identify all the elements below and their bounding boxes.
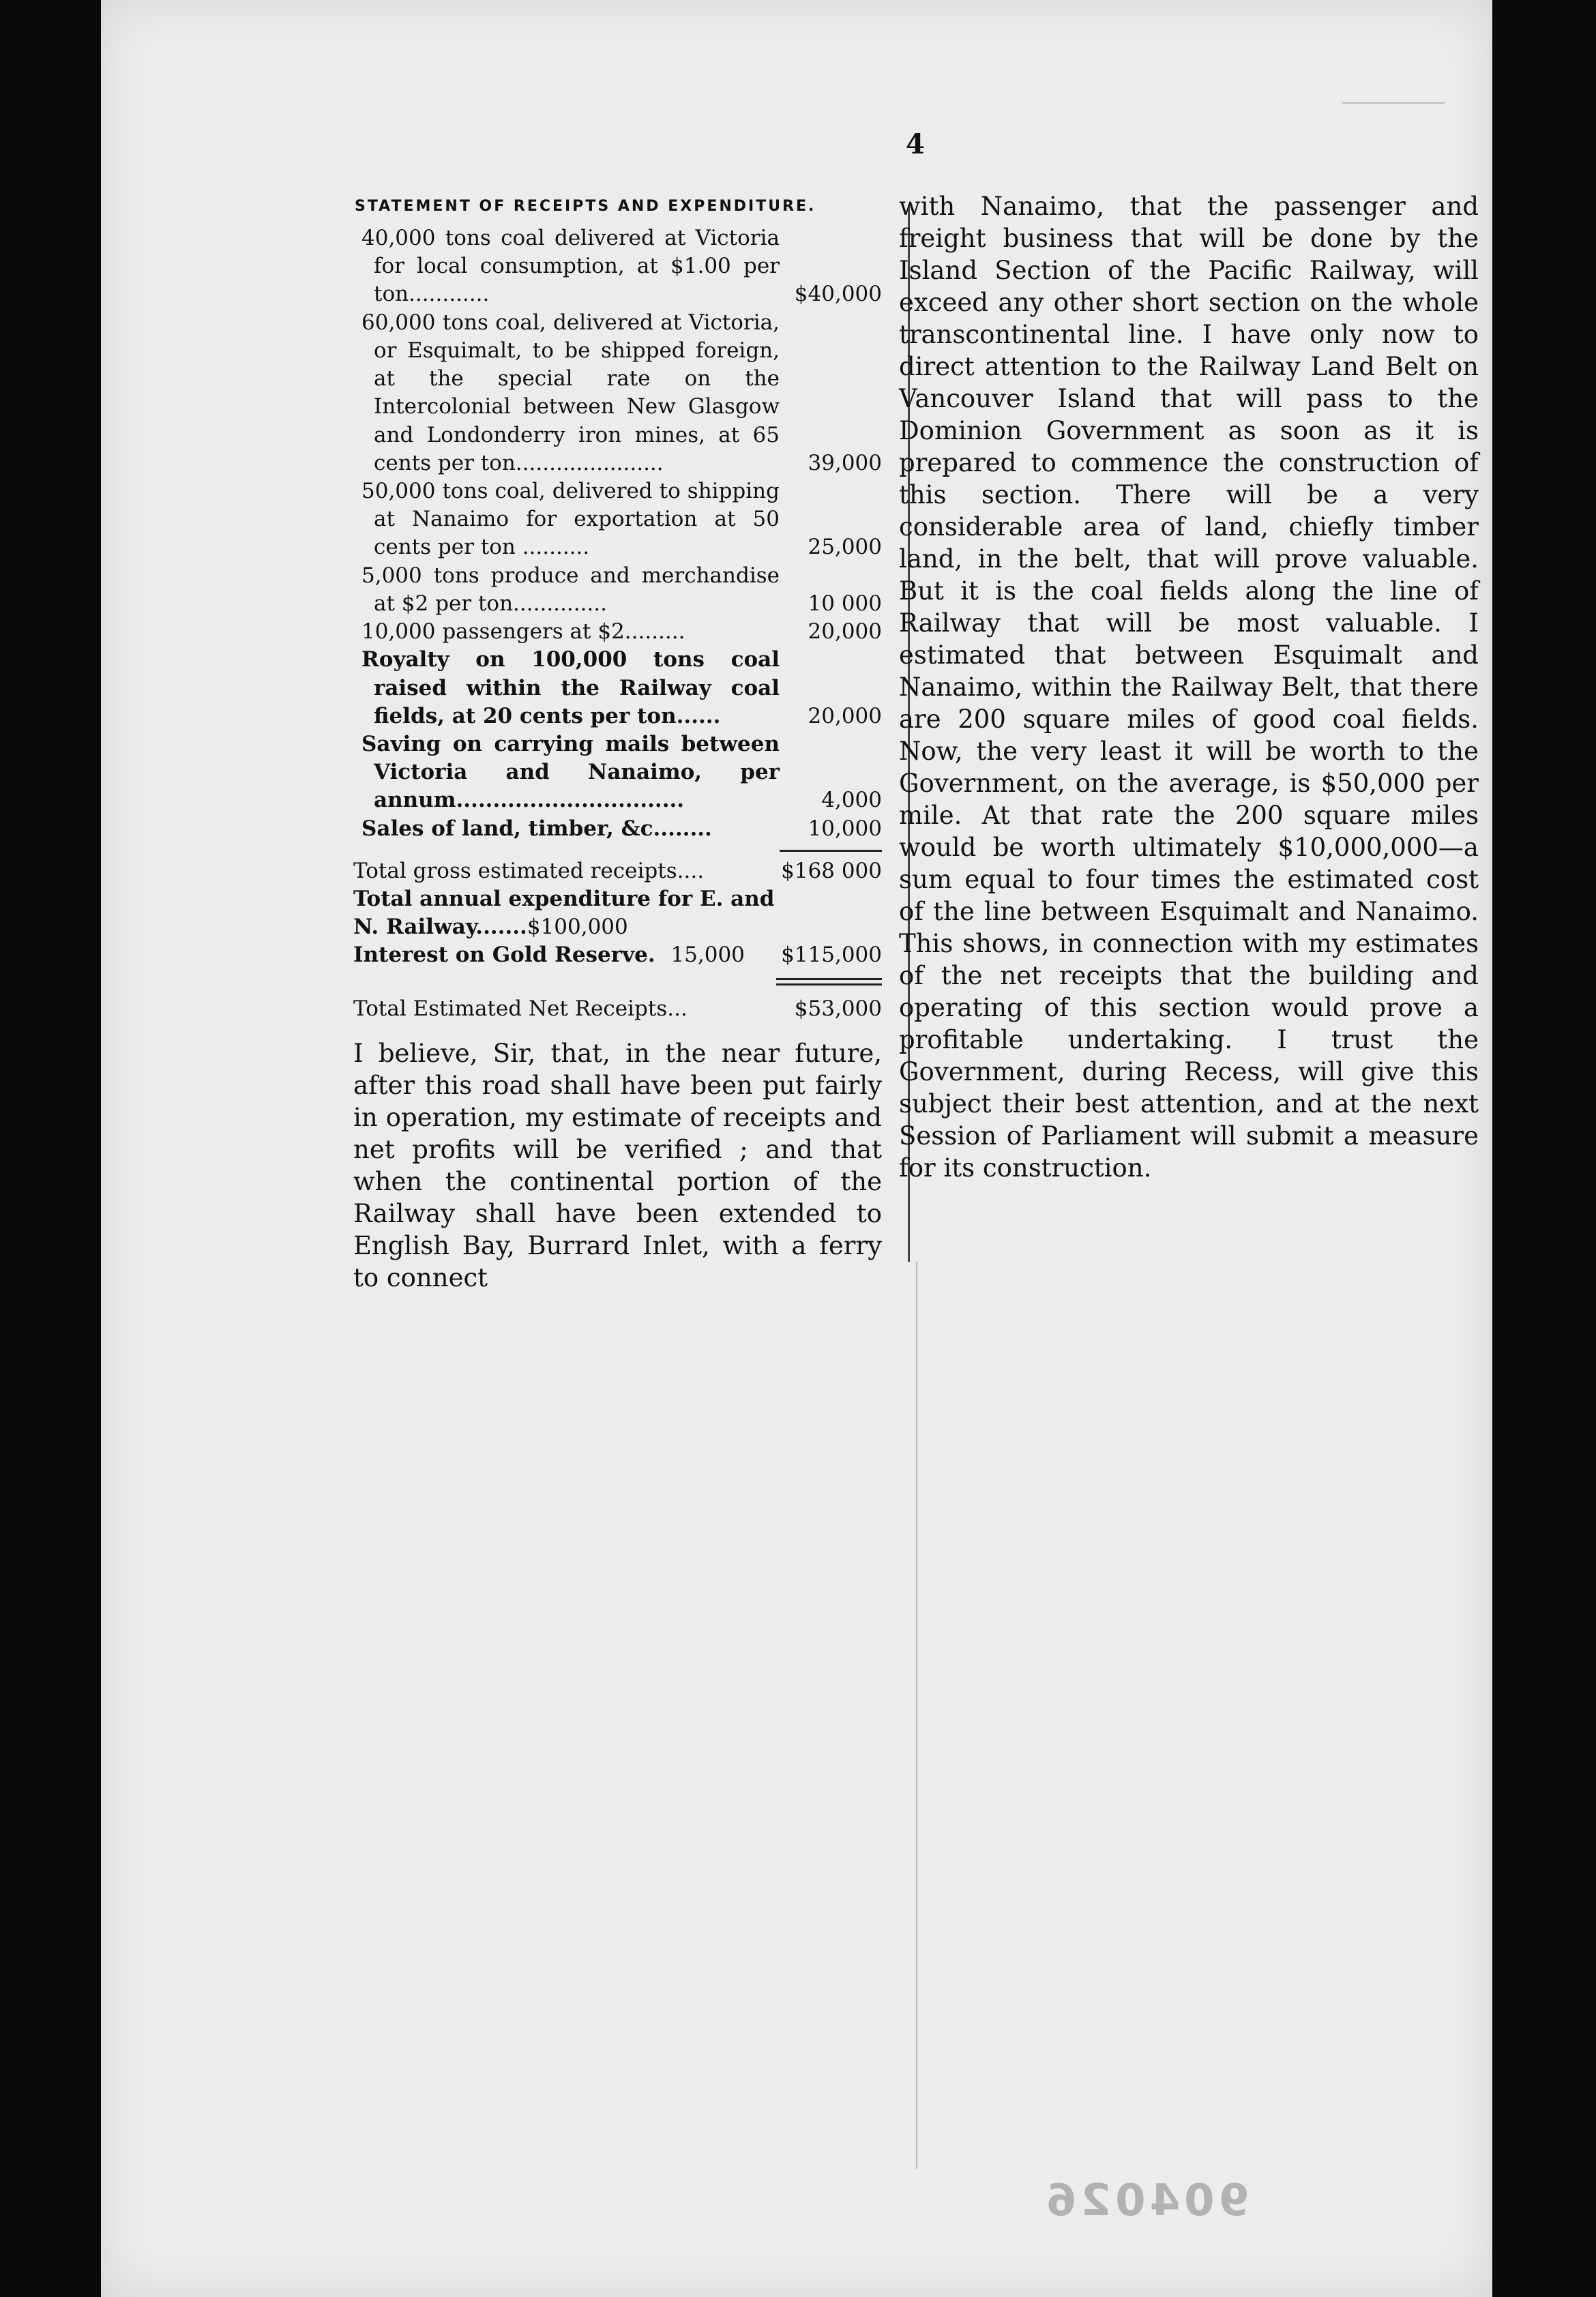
item-amount: 20,000 <box>808 619 882 644</box>
item-text: Sales of land, timber, &c........ <box>361 816 712 841</box>
interest-amount: 15,000 <box>670 943 745 968</box>
gross-label: Total gross estimated receipts.... <box>353 858 705 883</box>
statement-item <box>361 730 882 815</box>
item-amount: $40,000 <box>794 282 882 307</box>
item-amount: 25,000 <box>808 535 882 560</box>
item-amount: 10,000 <box>808 816 882 841</box>
interest-total: $115,000 <box>781 943 882 968</box>
statement-item <box>361 562 882 618</box>
item-amount: 20,000 <box>808 703 882 728</box>
column-divider-faint <box>916 1262 917 2169</box>
statement-item <box>361 224 882 309</box>
item-text: Saving on carrying mails between Victoria and Nanaimo, per annum............................... <box>361 731 780 813</box>
net-label: Total Estimated Net Receipts... <box>353 996 688 1021</box>
left-column <box>353 191 882 1294</box>
left-prose: I believe, Sir, that, in the near future, after this road shall have been put fairly in operation, my estimate of receipts and net profits will be verified ; and that when the continental portion of the Railway shall have been extended to English Bay, Burrard Inlet, with a ferry to connect <box>353 1038 882 1292</box>
expenditure-label: Total annual expenditure for E. and N. Railway....... <box>353 887 775 940</box>
right-prose: with Nanaimo, that the passenger and freight business that will be done by the Island Section of the Pacific Railway, will exceed any other short section on the whole transcontinental line. I have only now to direct attention to the Railway Land Belt on Vancouver Island that will pass to the Dominion Government as soon as it is prepared to commence the construction of this section. There will be a very considerable area of land, chiefly timber land, in the belt, that will prove valuable. But it is the coal fields along the line of Railway that will be most valuable. I estimated that between Esquimalt and Nanaimo, within the Railway Belt, that there are 200 square miles of good coal fields. Now, the very least it will be worth to the Government, on the average, is $50,000 per mile. At that rate the 200 square miles would be worth ultimately $10,000,000—a sum equal to four times the estimated cost of the line between Esquimalt and Nanaimo. This shows, in connection with my estimates of the net receipts that the building and operating of this section would prove a profitable undertaking. I trust the Government, during Recess, will give this subject their best attention, and at the next Session of Parliament will submit a measure for its construction. <box>899 192 1479 1183</box>
item-text: 60,000 tons coal, delivered at Victoria, or Esquimalt, to be shipped foreign, at the special rate on the Intercolonial between New Glasgow and Londonderry iron mines, at 65 cents per ton...................... <box>361 310 780 475</box>
net-receipts-row <box>353 995 882 1023</box>
statement-item <box>361 815 882 843</box>
item-text: 5,000 tons produce and merchandise at $2 per ton.............. <box>361 563 780 616</box>
gross-amount: $168 000 <box>781 858 882 883</box>
item-text: 10,000 passengers at $2......... <box>361 619 685 644</box>
statement-item <box>361 646 882 730</box>
interest-row <box>353 941 882 969</box>
sum-rule <box>780 850 882 852</box>
item-text: 50,000 tons coal, delivered to shipping at Nanaimo for exportation at 50 cents per ton .......... <box>361 478 780 560</box>
statement-heading: STATEMENT OF RECEIPTS AND EXPENDITURE. <box>355 198 816 215</box>
statement-item <box>361 618 882 646</box>
item-amount: 39,000 <box>808 450 882 475</box>
interest-label: Interest on Gold Reserve. <box>353 943 655 968</box>
item-amount: 4,000 <box>821 788 882 813</box>
faint-header-rule <box>1342 102 1445 112</box>
double-rule <box>776 978 882 986</box>
gross-receipts-row <box>353 857 882 885</box>
expenditure-row <box>353 885 882 941</box>
item-amount: 10 000 <box>808 591 882 616</box>
item-text: Royalty on 100,000 tons coal raised within the Railway coal fields, at 20 cents per ton...... <box>361 647 780 728</box>
page-number: 4 <box>906 128 925 160</box>
statement-item <box>361 309 882 477</box>
net-amount: $53,000 <box>794 996 882 1021</box>
item-text: 40,000 tons coal delivered at Victoria for local consumption, at $1.00 per ton............ <box>361 226 780 307</box>
right-column <box>899 191 1479 1185</box>
expenditure-amount: $100,000 <box>527 915 628 940</box>
document-page <box>101 0 1492 2297</box>
catalog-stamp: 904026 <box>1042 2176 1250 2226</box>
statement-item <box>361 477 882 562</box>
